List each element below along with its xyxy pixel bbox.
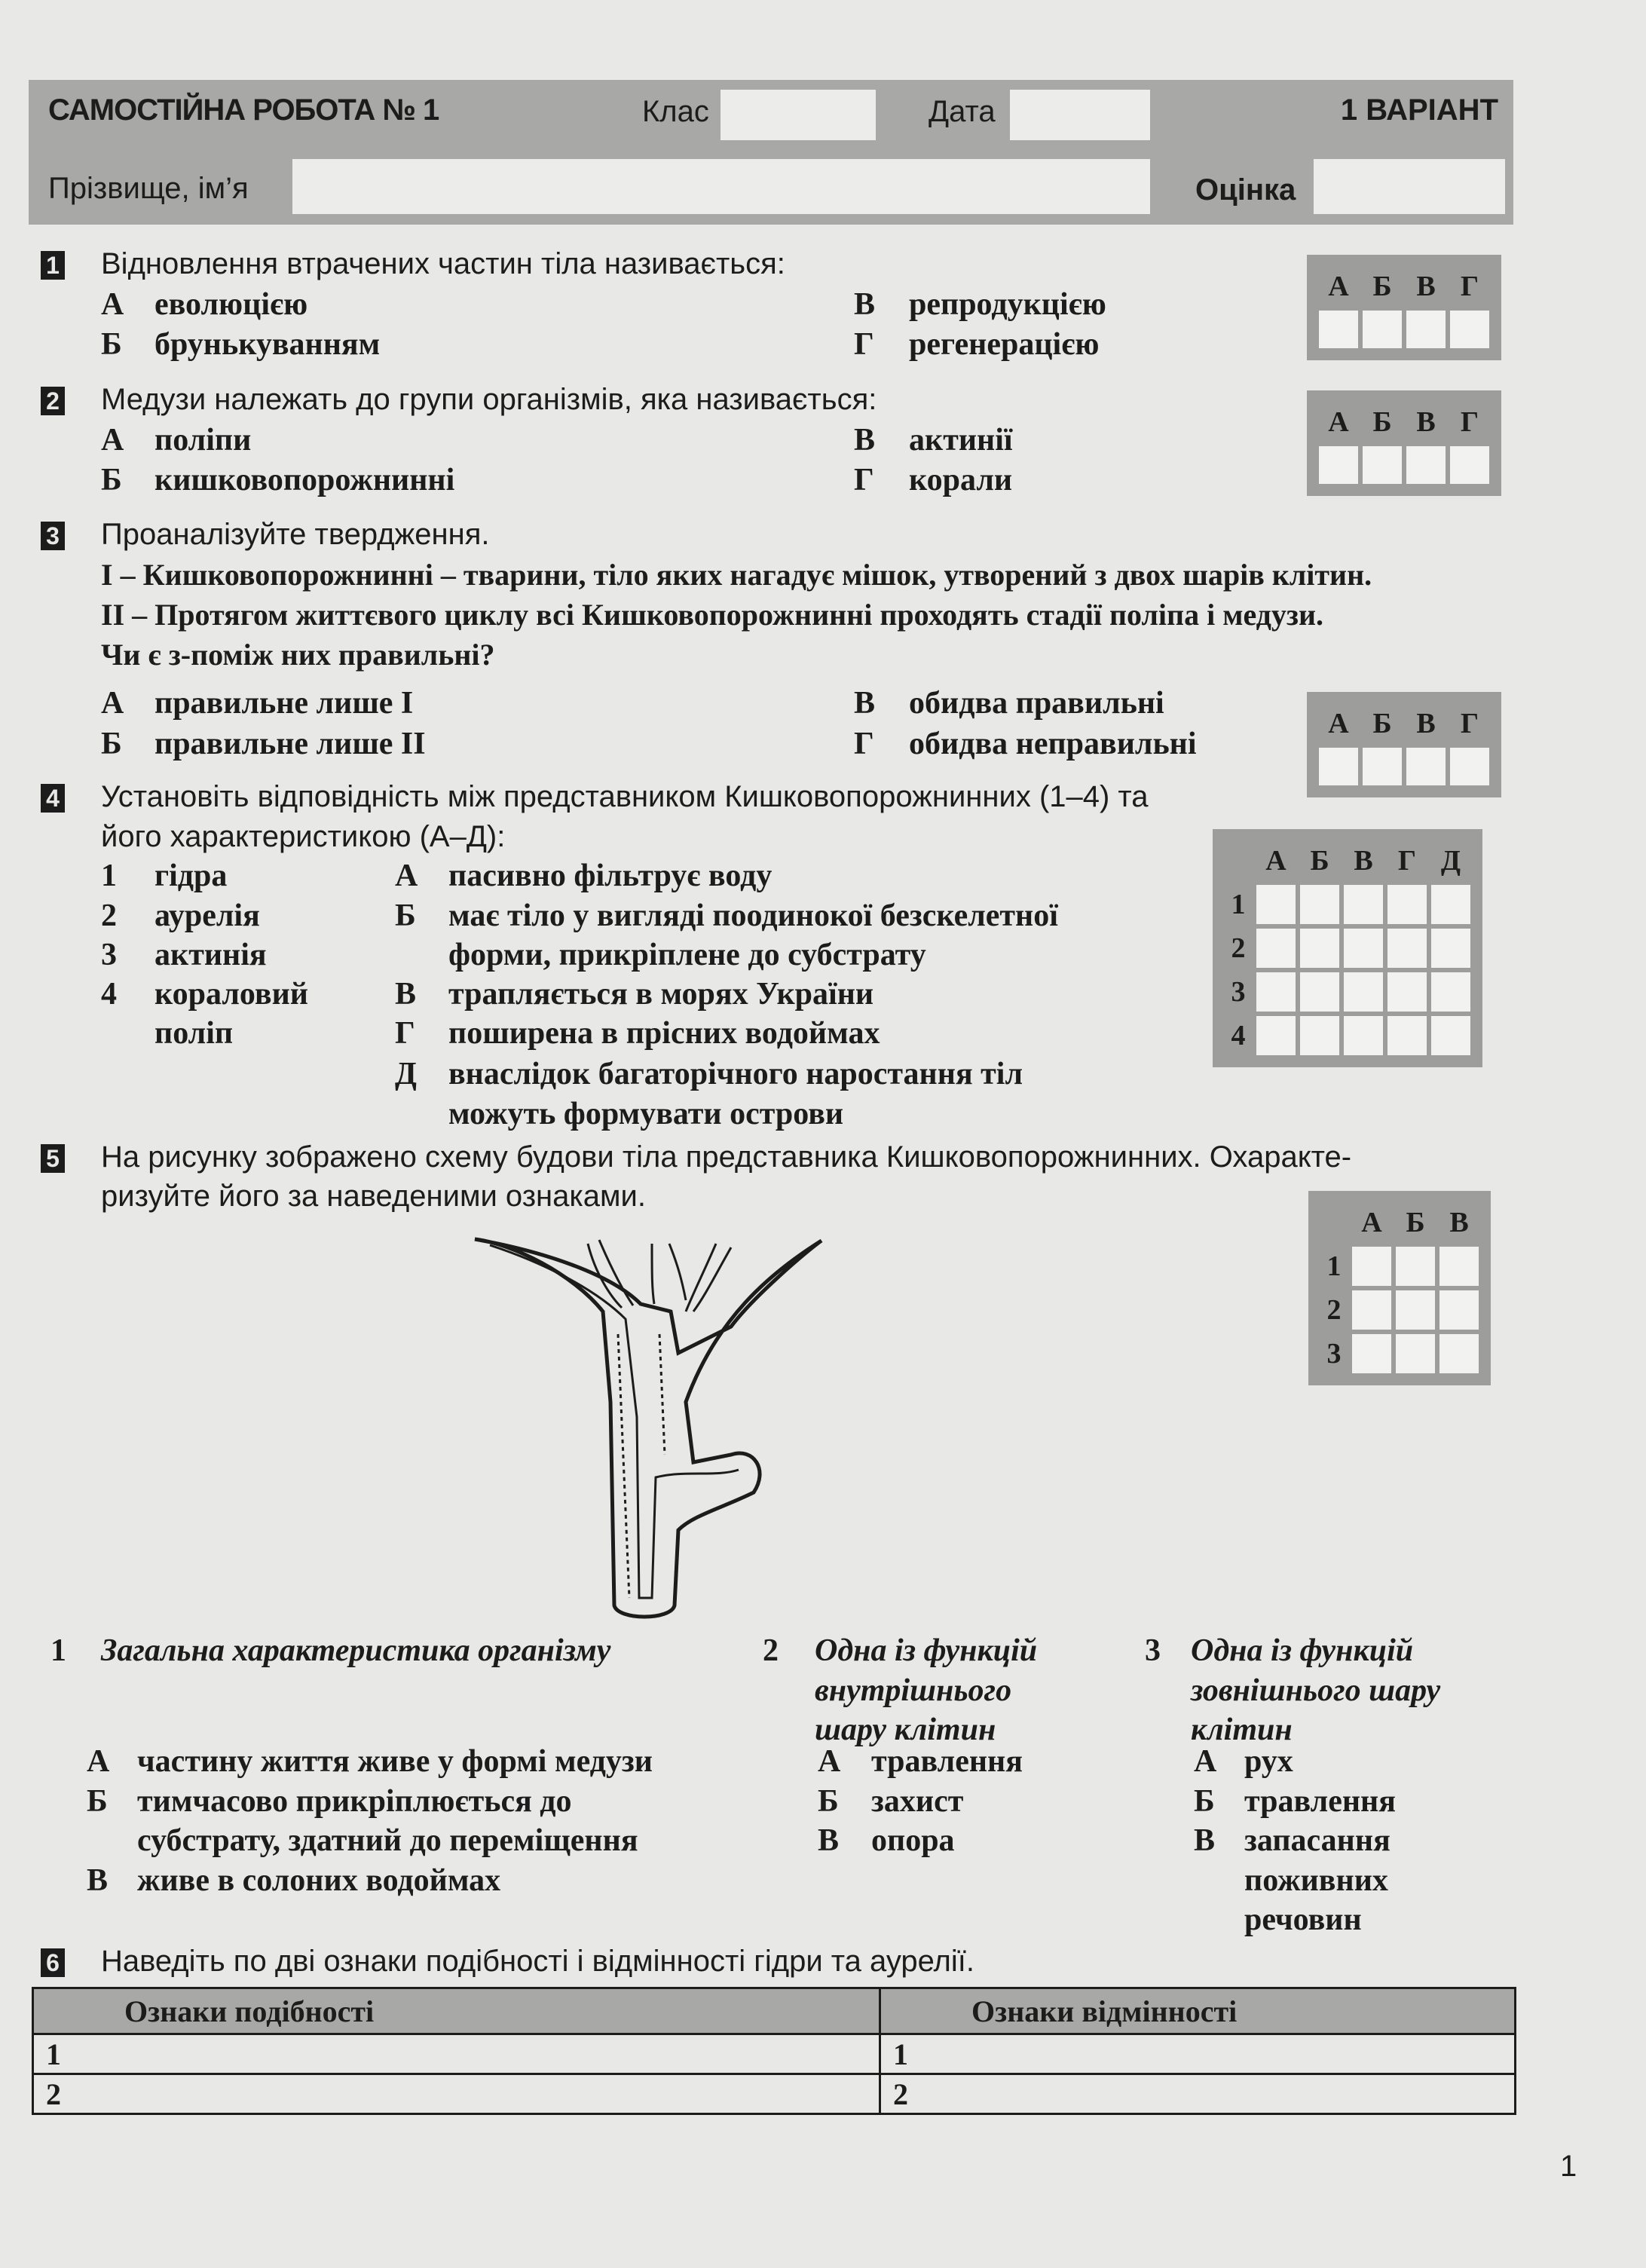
grid-column-label: Б	[1372, 708, 1392, 739]
question-number-2: 2	[41, 387, 65, 415]
q4-item-number: 1	[101, 859, 117, 893]
q5-option-letter: В	[87, 1862, 109, 1898]
q5-part-title: Одна із функцій	[1191, 1633, 1414, 1668]
q4-option-cont: можуть формувати острови	[448, 1097, 844, 1131]
grid-column-label: Г	[1460, 271, 1479, 302]
answer-cell[interactable]	[1431, 929, 1470, 968]
q4-option: трапляється в морях України	[448, 977, 874, 1012]
difference-cell-2[interactable]: 2	[880, 2074, 1516, 2114]
question-5-text-line2: ризуйте його за наведеними ознаками.	[101, 1180, 646, 1213]
q5-option-text: частину життя живе у формі медузи	[137, 1744, 653, 1779]
q2-option-c-letter: В	[854, 423, 876, 458]
answer-cell[interactable]	[1387, 972, 1427, 1012]
q5-option-letter: В	[1194, 1823, 1216, 1858]
q5-part-title: зовнішнього шару	[1191, 1673, 1441, 1708]
answer-cell[interactable]	[1431, 1016, 1470, 1055]
q3-option-b-letter: Б	[101, 727, 122, 761]
answer-cell[interactable]	[1396, 1290, 1435, 1330]
q3-statement-2: ІІ – Протягом життєвого циклу всі Кишковопорожнинні проходять стадії поліпа і медузи.	[101, 598, 1324, 632]
question-1-text: Відновлення втрачених частин тіла називається:	[101, 247, 785, 280]
grid-row-label: 2	[1326, 1294, 1342, 1326]
answer-cell[interactable]	[1300, 929, 1339, 968]
q2-answer-grid	[1307, 390, 1501, 496]
q3-option-c-letter: В	[854, 686, 876, 721]
q3-option-a-letter: А	[101, 686, 124, 721]
q5-option-text: живе в солоних водоймах	[137, 1862, 501, 1898]
q5-option-letter: Б	[1194, 1783, 1215, 1819]
grid-corner	[1225, 841, 1252, 880]
grid-column-label: Г	[1397, 845, 1417, 877]
q5-option-text: субстрату, здатний до переміщення	[137, 1823, 638, 1858]
q2-option-a-letter: А	[101, 423, 124, 458]
q4-item-number: 2	[101, 898, 117, 933]
q5-option-letter: В	[818, 1823, 840, 1858]
q5-option-letter: А	[1194, 1744, 1217, 1779]
q5-option-text: травлення	[871, 1744, 1023, 1779]
q5-option-letter: А	[818, 1744, 841, 1779]
answer-cell[interactable]	[1319, 748, 1358, 785]
q5-option-text: речовин	[1244, 1902, 1362, 1937]
page-number: 1	[1560, 2150, 1577, 2183]
grade-field[interactable]	[1314, 159, 1505, 214]
similarities-differences-table	[32, 1987, 1516, 2115]
q4-item-number: 3	[101, 938, 117, 972]
q3-option-c: обидва правильні	[909, 686, 1164, 721]
grid-column-label: В	[1416, 271, 1436, 302]
q4-item: гідра	[155, 859, 228, 893]
grid-column-label: А	[1328, 406, 1349, 438]
q3-option-d-letter: Г	[854, 727, 874, 761]
q2-option-d: корали	[909, 463, 1013, 497]
q5-part-title: клітин	[1191, 1712, 1293, 1747]
answer-cell[interactable]	[1300, 885, 1339, 924]
question-number-5: 5	[41, 1144, 65, 1173]
q4-option: поширена в прісних водоймах	[448, 1016, 880, 1051]
q1-option-a: еволюцією	[155, 287, 308, 322]
q5-part-number: 2	[763, 1633, 779, 1668]
answer-cell[interactable]	[1300, 1016, 1339, 1055]
question-4-text-line2: його характеристикою (А–Д):	[101, 820, 506, 853]
q1-option-b-letter: Б	[101, 327, 122, 362]
grid-column-label: Б	[1310, 845, 1329, 877]
answer-cell[interactable]	[1352, 1290, 1391, 1330]
q5-part-title: Одна із функцій	[815, 1633, 1038, 1668]
q4-item: кораловий	[155, 977, 308, 1012]
q5-part-title: внутрішнього	[815, 1673, 1012, 1708]
q4-item-cont: поліп	[155, 1016, 234, 1051]
grid-column-label: В	[1416, 708, 1436, 739]
grid-column-label: А	[1328, 708, 1349, 739]
q4-option-letter: В	[395, 977, 417, 1012]
q5-part-number: 3	[1145, 1633, 1161, 1668]
q3-statement-1: І – Кишковопорожнинні – тварини, тіло яких нагадує мішок, утворений з двох шарів клітин.	[101, 558, 1372, 592]
grid-row-label: 1	[1326, 1250, 1342, 1282]
name-field[interactable]	[292, 159, 1150, 214]
table-row	[33, 2074, 1516, 2114]
grid-column-label: Г	[1460, 708, 1479, 739]
question-3-text: Проаналізуйте твердження.	[101, 518, 490, 551]
answer-cell[interactable]	[1450, 748, 1489, 785]
variant-label: 1 ВАРІАНТ	[1340, 93, 1498, 127]
q5-part-number: 1	[50, 1633, 66, 1668]
worksheet-title: САМОСТІЙНА РОБОТА № 1	[48, 93, 439, 127]
column-header-differences: Ознаки відмінності	[880, 1988, 1516, 2034]
answer-cell[interactable]	[1406, 311, 1446, 348]
q2-option-a: поліпи	[155, 423, 252, 458]
q2-option-b: кишковопорожнинні	[155, 463, 455, 497]
q3-option-d: обидва неправильні	[909, 727, 1197, 761]
question-number-4: 4	[41, 784, 65, 813]
q2-option-c: актинії	[909, 423, 1013, 458]
answer-cell[interactable]	[1352, 1334, 1391, 1373]
grid-column-label: В	[1449, 1207, 1469, 1238]
q5-part-title: Загальна характеристика організму	[101, 1633, 611, 1668]
question-number-1: 1	[41, 251, 65, 280]
q1-option-b: брунькуванням	[155, 327, 381, 362]
grid-row-label: 3	[1326, 1338, 1342, 1370]
question-number-3: 3	[41, 522, 65, 550]
grid-row-label: 3	[1231, 976, 1246, 1008]
q5-option-text: запасання	[1244, 1823, 1391, 1858]
question-6-text: Наведіть по дві ознаки подібності і відмінності гідри та аурелії.	[101, 1945, 974, 1978]
answer-cell[interactable]	[1387, 1016, 1427, 1055]
q1-option-d-letter: Г	[854, 327, 874, 362]
grid-row-label: 1	[1231, 889, 1246, 920]
q4-item: актинія	[155, 938, 267, 972]
answer-cell[interactable]	[1344, 1016, 1383, 1055]
date-field[interactable]	[1010, 90, 1150, 140]
q1-answer-grid	[1307, 255, 1501, 360]
q5-option-letter: А	[87, 1744, 110, 1779]
grid-column-label: Б	[1406, 1207, 1425, 1238]
q1-option-c-letter: В	[854, 287, 876, 322]
q4-option-cont: форми, прикріплене до субстрату	[448, 938, 926, 972]
question-4-text-line1: Установіть відповідність між представником Кишковопорожнинних (1–4) та	[101, 780, 1149, 813]
grid-column-label: Б	[1372, 271, 1392, 302]
q4-option: пасивно фільтрує воду	[448, 859, 773, 893]
q4-item-number: 4	[101, 977, 117, 1012]
answer-cell[interactable]	[1363, 446, 1402, 484]
q2-option-d-letter: Г	[854, 463, 874, 497]
similarity-cell-2[interactable]: 2	[33, 2074, 880, 2114]
grade-label: Оцінка	[1195, 173, 1296, 207]
answer-cell[interactable]	[1344, 972, 1383, 1012]
answer-cell[interactable]	[1387, 885, 1427, 924]
answer-cell[interactable]	[1396, 1334, 1435, 1373]
grid-column-label: В	[1354, 845, 1373, 877]
q3-option-b: правильне лише ІІ	[155, 727, 426, 761]
q4-option-letter: Б	[395, 898, 416, 933]
grid-column-label: В	[1416, 406, 1436, 438]
class-label: Клас	[642, 95, 709, 128]
answer-cell[interactable]	[1450, 311, 1489, 348]
answer-cell[interactable]	[1300, 972, 1339, 1012]
grid-column-label: А	[1265, 845, 1287, 877]
answer-cell[interactable]	[1406, 748, 1446, 785]
answer-cell[interactable]	[1256, 929, 1296, 968]
q4-answer-grid	[1213, 829, 1482, 1067]
answer-cell[interactable]	[1319, 311, 1358, 348]
date-label: Дата	[929, 95, 996, 128]
hydra-body-diagram	[467, 1229, 829, 1624]
answer-cell[interactable]	[1406, 446, 1446, 484]
q4-option-letter: А	[395, 859, 418, 893]
q4-option: внаслідок багаторічного наростання тіл	[448, 1057, 1023, 1091]
q5-option-text: захист	[871, 1783, 964, 1819]
column-header-similarities: Ознаки подібності	[33, 1988, 880, 2034]
answer-cell[interactable]	[1344, 885, 1383, 924]
answer-cell[interactable]	[1344, 929, 1383, 968]
answer-cell[interactable]	[1352, 1247, 1391, 1286]
q5-option-text: опора	[871, 1823, 955, 1858]
answer-cell[interactable]	[1431, 972, 1470, 1012]
answer-cell[interactable]	[1439, 1290, 1479, 1330]
answer-cell[interactable]	[1439, 1334, 1479, 1373]
grid-row-label: 4	[1231, 1020, 1246, 1051]
q4-option-letter: Д	[395, 1057, 417, 1091]
class-field[interactable]	[721, 90, 876, 140]
name-label: Прізвище, ім’я	[48, 172, 249, 205]
answer-cell[interactable]	[1450, 446, 1489, 484]
similarity-cell-1[interactable]: 1	[33, 2034, 880, 2074]
grid-column-label: А	[1328, 271, 1349, 302]
grid-corner	[1320, 1203, 1348, 1242]
answer-cell[interactable]	[1431, 885, 1470, 924]
difference-cell-1[interactable]: 1	[880, 2034, 1516, 2074]
q3-question: Чи є з-поміж них правильні?	[101, 638, 495, 672]
worksheet-header	[29, 80, 1513, 225]
grid-column-label: А	[1361, 1207, 1382, 1238]
q4-option-letter: Г	[395, 1016, 415, 1051]
grid-column-label: Г	[1460, 406, 1479, 438]
q5-option-text: травлення	[1244, 1783, 1396, 1819]
q1-option-d: регенерацією	[909, 327, 1100, 362]
answer-cell[interactable]	[1256, 885, 1296, 924]
q1-option-a-letter: А	[101, 287, 124, 322]
table-row	[33, 2034, 1516, 2074]
q4-item: аурелія	[155, 898, 260, 933]
q1-option-c: репродукцією	[909, 287, 1106, 322]
q4-option: має тіло у вигляді поодинокої безскелетної	[448, 898, 1058, 933]
q5-option-text: тимчасово прикріплюється до	[137, 1783, 572, 1819]
grid-column-label: Д	[1440, 845, 1461, 877]
grid-column-label: Б	[1372, 406, 1392, 438]
question-number-6: 6	[41, 1948, 65, 1977]
answer-cell[interactable]	[1363, 311, 1402, 348]
answer-cell[interactable]	[1256, 972, 1296, 1012]
answer-cell[interactable]	[1439, 1247, 1479, 1286]
q5-option-letter: Б	[818, 1783, 839, 1819]
answer-cell[interactable]	[1363, 748, 1402, 785]
answer-cell[interactable]	[1396, 1247, 1435, 1286]
question-5-text-line1: На рисунку зображено схему будови тіла представника Кишковопорожнинних. Охаракте-	[101, 1140, 1352, 1174]
q2-option-b-letter: Б	[101, 463, 122, 497]
q5-answer-grid	[1308, 1191, 1491, 1385]
q5-option-text: рух	[1244, 1744, 1293, 1779]
q3-option-a: правильне лише І	[155, 686, 414, 721]
answer-cell[interactable]	[1256, 1016, 1296, 1055]
answer-cell[interactable]	[1387, 929, 1427, 968]
question-2-text: Медузи належать до групи організмів, яка називається:	[101, 383, 877, 416]
grid-row-label: 2	[1231, 932, 1246, 964]
q3-answer-grid	[1307, 692, 1501, 797]
q5-option-letter: Б	[87, 1783, 108, 1819]
q5-option-text: поживних	[1244, 1862, 1388, 1898]
answer-cell[interactable]	[1319, 446, 1358, 484]
q5-part-title: шару клітин	[815, 1712, 996, 1747]
